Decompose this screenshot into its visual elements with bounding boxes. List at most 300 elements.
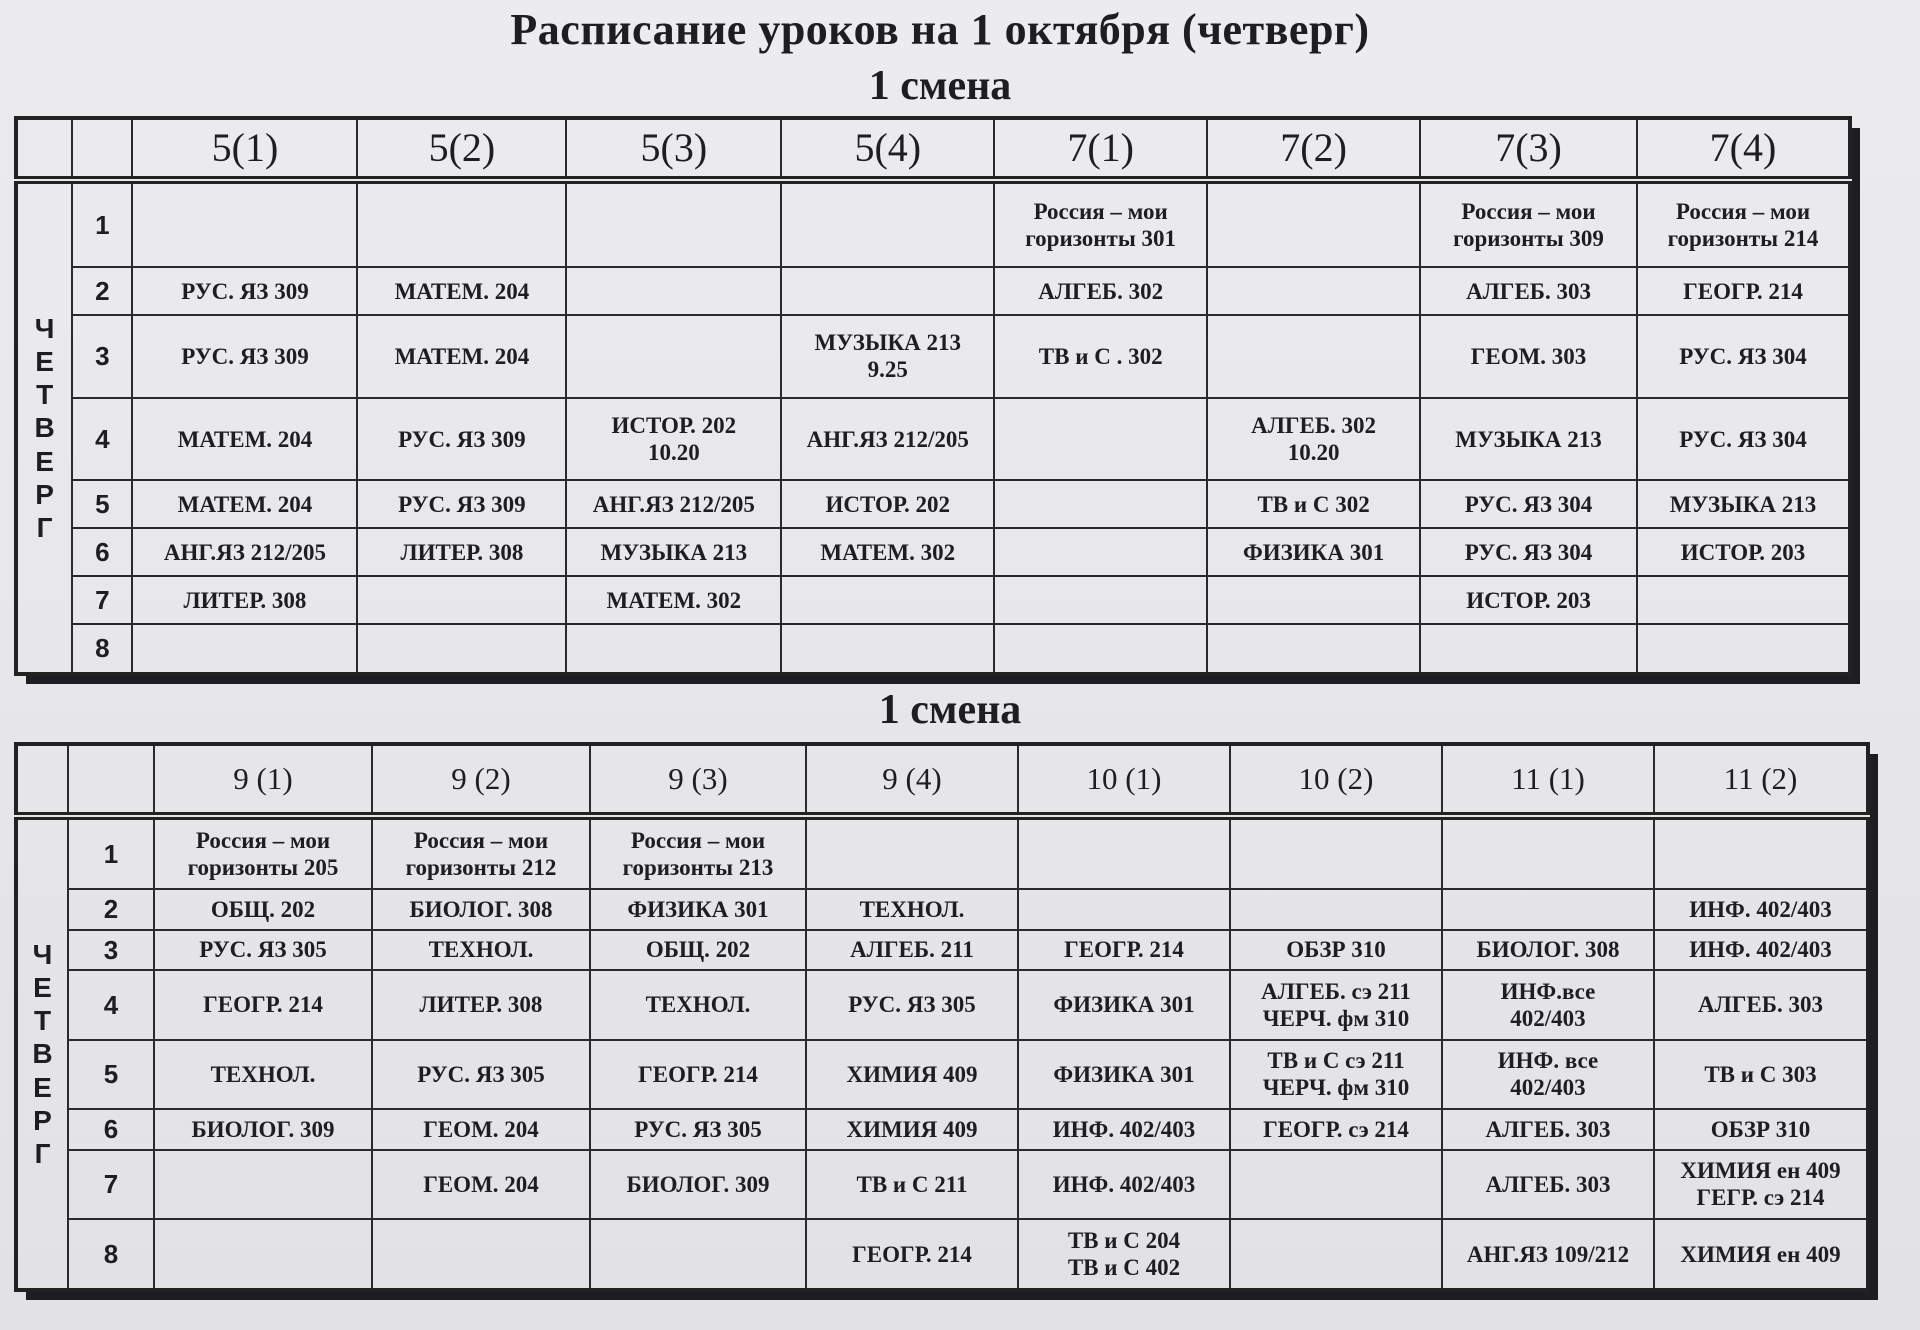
lesson-cell — [566, 315, 781, 398]
day-letter: Е — [35, 445, 54, 477]
lesson-number: 2 — [72, 267, 132, 315]
lesson-text: БИОЛОГ. 308 — [409, 896, 553, 922]
lesson-cell — [1654, 1109, 1868, 1149]
lesson-cell — [372, 930, 590, 970]
lesson-cell — [372, 1150, 590, 1220]
class-header: 9 (4) — [806, 744, 1018, 816]
lesson-number: 3 — [68, 930, 154, 970]
lesson-text: горизонты 213 — [622, 855, 774, 881]
lesson-cell — [994, 267, 1207, 315]
lesson-cell — [154, 970, 372, 1040]
lesson-text: БИОЛОГ. 309 — [626, 1171, 770, 1197]
lesson-cell — [357, 398, 566, 481]
lesson-row — [16, 1150, 1868, 1220]
lesson-cell — [1654, 930, 1868, 970]
lesson-text: МУЗЫКА 213 — [1455, 426, 1602, 452]
lesson-text: МАТЕМ. 204 — [177, 426, 313, 452]
lesson-cell — [1420, 528, 1637, 576]
lesson-text: Россия – мои — [413, 828, 549, 853]
lesson-text: 10.20 — [1287, 440, 1340, 466]
day-letter: Е — [35, 346, 54, 378]
lesson-text: ИСТОР. 203 — [1680, 539, 1806, 565]
lesson-cell — [154, 889, 372, 929]
lesson-cell — [1230, 930, 1442, 970]
day-letter: Г — [36, 511, 53, 543]
lesson-cell — [806, 1150, 1018, 1220]
lesson-cell — [590, 889, 806, 929]
lesson-cell — [566, 180, 781, 267]
lesson-cell — [590, 1219, 806, 1290]
lesson-cell — [781, 624, 994, 674]
lesson-row — [16, 398, 1850, 481]
lesson-cell — [1654, 816, 1868, 889]
lesson-row — [16, 930, 1868, 970]
lesson-text: РУС. ЯЗ 304 — [1464, 539, 1593, 565]
lesson-row — [16, 528, 1850, 576]
lesson-text: ТВ и С 302 — [1257, 491, 1370, 517]
lesson-text: ИНФ. 402/403 — [1052, 1116, 1196, 1142]
lesson-cell — [372, 1109, 590, 1149]
lesson-text: ТЕХНОЛ. — [859, 896, 965, 922]
lesson-cell — [1442, 1109, 1654, 1149]
lesson-text: ЛИТЕР. 308 — [183, 587, 307, 613]
day-of-week-label — [16, 180, 72, 674]
lesson-cell — [994, 480, 1207, 528]
lesson-text: 402/403 — [1510, 1075, 1586, 1101]
lesson-text: ГЕОМ. 204 — [423, 1171, 539, 1197]
lesson-text: ХИМИЯ ен 409 — [1680, 1158, 1841, 1184]
lesson-cell — [357, 267, 566, 315]
lesson-text: 9.25 — [867, 357, 908, 383]
lesson-text: РУС. ЯЗ 309 — [398, 426, 526, 452]
lesson-cell — [806, 1219, 1018, 1290]
lesson-cell — [1207, 576, 1420, 624]
lesson-cell — [994, 180, 1207, 267]
lesson-text: ГЕОГР. 214 — [203, 992, 323, 1018]
lesson-text: горизонты 301 — [1025, 226, 1177, 252]
lesson-text: МУЗЫКА 213 — [600, 539, 748, 565]
lesson-cell — [1018, 930, 1230, 970]
lesson-text: АЛГЕБ. 302 — [1251, 412, 1377, 438]
lesson-cell — [566, 528, 781, 576]
lesson-cell — [806, 889, 1018, 929]
lesson-cell — [1637, 267, 1850, 315]
lesson-text: ГЕОГР. 214 — [1683, 278, 1803, 304]
lesson-row — [16, 315, 1850, 398]
lesson-cell — [357, 528, 566, 576]
lesson-text: ТВ и С 402 — [1067, 1255, 1181, 1281]
lesson-text: ХИМИЯ 409 — [846, 1116, 978, 1142]
lesson-text: МАТЕМ. 204 — [177, 491, 313, 517]
lesson-cell — [806, 1040, 1018, 1110]
lesson-row — [16, 576, 1850, 624]
lesson-text: ТВ и С 204 — [1067, 1227, 1181, 1253]
lesson-text: ХИМИЯ ен 409 — [1680, 1241, 1841, 1267]
lesson-cell — [132, 267, 357, 315]
lesson-cell — [1637, 528, 1850, 576]
lesson-cell — [994, 528, 1207, 576]
lesson-row — [16, 970, 1868, 1040]
lesson-cell — [1654, 1040, 1868, 1110]
lesson-cell — [994, 315, 1207, 398]
lesson-text: АЛГЕБ. 303 — [1466, 278, 1591, 304]
lesson-cell — [1018, 1040, 1230, 1110]
lesson-text: ФИЗИКА 301 — [1053, 1061, 1195, 1087]
lesson-text: ТВ и С . 302 — [1038, 343, 1163, 369]
lesson-cell — [1420, 480, 1637, 528]
lesson-text: Россия – мои — [1461, 198, 1596, 224]
lesson-text: РУС. ЯЗ 304 — [1679, 426, 1807, 452]
lesson-cell — [357, 315, 566, 398]
lesson-cell — [1207, 528, 1420, 576]
class-header: 11 (2) — [1654, 744, 1868, 816]
lesson-text: ТЕХНОЛ. — [428, 937, 534, 963]
lesson-cell — [1420, 624, 1637, 674]
lesson-cell — [132, 480, 357, 528]
lesson-cell — [372, 970, 590, 1040]
day-letter: Ч — [32, 939, 53, 971]
lesson-cell — [154, 1109, 372, 1149]
lesson-text: ИНФ. 402/403 — [1052, 1171, 1196, 1197]
lesson-cell — [590, 930, 806, 970]
lesson-text: БИОЛОГ. 308 — [1476, 937, 1620, 963]
lesson-text: ГЕОГР. 214 — [852, 1241, 972, 1267]
lesson-text: РУС. ЯЗ 304 — [1464, 491, 1593, 517]
lesson-text: МУЗЫКА 213 — [814, 330, 962, 356]
lesson-number: 5 — [72, 480, 132, 528]
lesson-cell — [1018, 816, 1230, 889]
lesson-text: ТЕХНОЛ. — [645, 992, 751, 1018]
lesson-text: ГЕОМ. 204 — [423, 1116, 539, 1142]
class-header: 5(2) — [357, 118, 566, 180]
lesson-text: 10.20 — [647, 440, 700, 466]
lesson-number: 8 — [68, 1219, 154, 1290]
lesson-cell — [994, 624, 1207, 674]
day-letter: Е — [33, 1071, 52, 1103]
lesson-text: горизонты 214 — [1667, 226, 1819, 252]
lesson-cell — [781, 576, 994, 624]
lesson-cell — [781, 528, 994, 576]
page-title: Расписание уроков на 1 октября (четверг) — [510, 5, 1370, 54]
lesson-cell — [1654, 1219, 1868, 1290]
lesson-text: ЛИТЕР. 308 — [400, 539, 524, 565]
lesson-cell — [372, 816, 590, 889]
lesson-text: горизонты 205 — [187, 855, 339, 881]
lesson-text: МУЗЫКА 213 — [1669, 491, 1817, 517]
class-header: 7(3) — [1420, 118, 1637, 180]
lesson-cell — [1207, 480, 1420, 528]
lesson-text: ЧЕРЧ. фм 310 — [1262, 1075, 1410, 1101]
lesson-cell — [1207, 267, 1420, 315]
lesson-text: МАТЕМ. 204 — [394, 343, 530, 369]
lesson-text: РУС. ЯЗ 305 — [417, 1061, 545, 1087]
lesson-text: АНГ.ЯЗ 109/212 — [1466, 1241, 1630, 1267]
lesson-cell — [1442, 1150, 1654, 1220]
lesson-cell — [806, 930, 1018, 970]
lesson-text: ОБЩ. 202 — [210, 896, 316, 922]
lesson-text: горизонты 309 — [1453, 226, 1604, 252]
lesson-text: ТВ и С 211 — [856, 1171, 968, 1197]
shift-heading-1: 1 смена — [868, 63, 1012, 109]
lesson-cell — [357, 180, 566, 267]
class-header: 9 (2) — [372, 744, 590, 816]
lesson-text: РУС. ЯЗ 305 — [848, 992, 976, 1018]
class-header: 7(2) — [1207, 118, 1420, 180]
lesson-text: АЛГЕБ. сэ 211 — [1261, 978, 1411, 1004]
lesson-row — [16, 1109, 1868, 1149]
lesson-cell — [781, 398, 994, 481]
lesson-number: 1 — [68, 816, 154, 889]
lesson-text: МАТЕМ. 302 — [606, 587, 742, 613]
lesson-text: МАТЕМ. 302 — [820, 539, 956, 565]
lesson-text: АНГ.ЯЗ 212/205 — [163, 539, 327, 565]
lesson-text: АЛГЕБ. 303 — [1485, 1116, 1611, 1142]
lesson-row — [16, 1219, 1868, 1290]
lesson-cell — [132, 398, 357, 481]
lesson-cell — [994, 398, 1207, 481]
lesson-cell — [806, 1109, 1018, 1149]
lesson-cell — [1230, 1040, 1442, 1110]
lesson-text: ФИЗИКА 301 — [627, 896, 769, 922]
lesson-cell — [1230, 1109, 1442, 1149]
lesson-cell — [590, 1109, 806, 1149]
lesson-text: ИСТОР. 203 — [1466, 587, 1591, 613]
shift-heading-2: 1 смена — [878, 687, 1022, 733]
lesson-text: АЛГЕБ. 303 — [1485, 1171, 1611, 1197]
lesson-cell — [590, 1040, 806, 1110]
lesson-cell — [357, 480, 566, 528]
lesson-cell — [1420, 576, 1637, 624]
lesson-text: РУС. ЯЗ 309 — [181, 278, 309, 304]
lesson-cell — [590, 970, 806, 1040]
lesson-cell — [1420, 315, 1637, 398]
day-letter: Р — [35, 478, 54, 510]
lesson-cell — [154, 930, 372, 970]
class-header-row — [16, 744, 1868, 816]
lesson-row — [16, 1040, 1868, 1110]
lesson-cell — [1207, 624, 1420, 674]
day-letter: Г — [34, 1137, 51, 1169]
lesson-cell — [1018, 1150, 1230, 1220]
lesson-number: 5 — [68, 1040, 154, 1110]
lesson-text: ЧЕРЧ. фм 310 — [1262, 1005, 1410, 1031]
lesson-text: Россия – мои — [1033, 198, 1168, 224]
lesson-text: Россия – мои — [195, 828, 331, 853]
lesson-number: 2 — [68, 889, 154, 929]
lesson-text: ФИЗИКА 301 — [1053, 992, 1195, 1018]
schedule-table-grades-9-11 — [14, 742, 1870, 1292]
day-letter: Т — [33, 1005, 52, 1037]
lesson-cell — [1654, 1150, 1868, 1220]
lesson-cell — [566, 267, 781, 315]
lesson-text: ИНФ. 402/403 — [1689, 896, 1832, 922]
lesson-number: 7 — [72, 576, 132, 624]
lesson-cell — [372, 889, 590, 929]
lesson-cell — [1230, 889, 1442, 929]
lesson-cell — [154, 1219, 372, 1290]
class-header: 5(4) — [781, 118, 994, 180]
lesson-cell — [1230, 1219, 1442, 1290]
lesson-number-header — [68, 744, 154, 816]
lesson-text: Россия – мои — [630, 828, 766, 853]
lesson-cell — [994, 576, 1207, 624]
lesson-text: ИСТОР. 202 — [611, 412, 737, 438]
lesson-text: ЛИТЕР. 308 — [419, 992, 543, 1018]
lesson-row — [16, 889, 1868, 929]
corner-cell — [16, 744, 68, 816]
lesson-cell — [781, 480, 994, 528]
lesson-text: ИСТОР. 202 — [825, 491, 951, 517]
lesson-cell — [1207, 315, 1420, 398]
lesson-text: Россия – мои — [1675, 198, 1811, 224]
lesson-text: ИНФ.все — [1500, 978, 1596, 1004]
lesson-cell — [132, 528, 357, 576]
lesson-text: ИНФ. 402/403 — [1689, 937, 1832, 963]
lesson-cell — [806, 816, 1018, 889]
class-header: 10 (1) — [1018, 744, 1230, 816]
lesson-cell — [1420, 398, 1637, 481]
lesson-text: АЛГЕБ. 303 — [1698, 992, 1823, 1018]
lesson-row — [16, 480, 1850, 528]
class-header: 7(1) — [994, 118, 1207, 180]
lesson-text: ХИМИЯ 409 — [846, 1061, 978, 1087]
day-letter: Р — [33, 1104, 52, 1136]
day-of-week-label — [16, 816, 68, 1290]
lesson-cell — [781, 180, 994, 267]
lesson-cell — [1018, 889, 1230, 929]
lesson-number: 7 — [68, 1150, 154, 1220]
lesson-text: БИОЛОГ. 309 — [191, 1116, 335, 1142]
lesson-cell — [1442, 889, 1654, 929]
lesson-row — [16, 624, 1850, 674]
class-header: 5(3) — [566, 118, 781, 180]
lesson-cell — [590, 1150, 806, 1220]
lesson-text: АНГ.ЯЗ 212/205 — [592, 491, 755, 517]
lesson-cell — [806, 970, 1018, 1040]
lesson-cell — [1442, 970, 1654, 1040]
class-header: 7(4) — [1637, 118, 1850, 180]
lesson-cell — [1654, 889, 1868, 929]
lesson-cell — [154, 816, 372, 889]
lesson-number: 6 — [72, 528, 132, 576]
lesson-text: РУС. ЯЗ 304 — [1679, 343, 1807, 369]
class-header-row — [16, 118, 1850, 180]
lesson-cell — [1637, 180, 1850, 267]
lesson-cell — [1018, 1109, 1230, 1149]
lesson-cell — [1420, 180, 1637, 267]
lesson-cell — [1637, 398, 1850, 481]
lesson-cell — [1637, 480, 1850, 528]
lesson-cell — [1230, 970, 1442, 1040]
lesson-cell — [357, 576, 566, 624]
lesson-text: РУС. ЯЗ 309 — [398, 491, 526, 517]
lesson-text: ГЕОМ. 303 — [1470, 343, 1587, 369]
lesson-text: горизонты 212 — [405, 855, 557, 881]
lesson-text: РУС. ЯЗ 305 — [634, 1116, 762, 1142]
schedule-table-grades-5-7 — [14, 116, 1852, 676]
lesson-cell — [566, 576, 781, 624]
lesson-cell — [566, 624, 781, 674]
class-header: 11 (1) — [1442, 744, 1654, 816]
lesson-text: ТВ и С 303 — [1704, 1061, 1817, 1087]
lesson-text: РУС. ЯЗ 305 — [199, 937, 327, 963]
lesson-cell — [1018, 1219, 1230, 1290]
lesson-text: ГЕОГР. 214 — [638, 1061, 758, 1087]
lesson-cell — [1207, 398, 1420, 481]
day-letter: Т — [36, 379, 54, 411]
lesson-text: ОБЗР 310 — [1286, 937, 1386, 963]
lesson-text: ОБЗР 310 — [1710, 1116, 1811, 1142]
lesson-text: ГЕОГР. 214 — [1064, 937, 1184, 963]
lesson-text: АЛГЕБ. 211 — [850, 937, 974, 963]
day-letter: В — [34, 412, 55, 444]
lesson-number: 4 — [68, 970, 154, 1040]
class-header: 5(1) — [132, 118, 357, 180]
lesson-cell — [1442, 816, 1654, 889]
corner-cell — [16, 118, 72, 180]
lessons-body — [16, 816, 1868, 1290]
lesson-text: РУС. ЯЗ 309 — [181, 343, 309, 369]
lesson-text: ГЕГР. сэ 214 — [1696, 1185, 1825, 1211]
lesson-number: 6 — [68, 1109, 154, 1149]
lesson-cell — [1420, 267, 1637, 315]
class-header: 9 (3) — [590, 744, 806, 816]
class-header: 10 (2) — [1230, 744, 1442, 816]
lesson-text: МАТЕМ. 204 — [394, 278, 530, 304]
day-letter: Ч — [34, 313, 55, 345]
lesson-cell — [1637, 315, 1850, 398]
lesson-cell — [154, 1040, 372, 1110]
lesson-cell — [1207, 180, 1420, 267]
lesson-cell — [1442, 1040, 1654, 1110]
lesson-cell — [357, 624, 566, 674]
lesson-cell — [372, 1040, 590, 1110]
lesson-text: ТЕХНОЛ. — [210, 1061, 316, 1087]
lesson-cell — [1018, 970, 1230, 1040]
lesson-cell — [781, 267, 994, 315]
lesson-number: 3 — [72, 315, 132, 398]
lesson-number: 4 — [72, 398, 132, 481]
lesson-number: 1 — [72, 180, 132, 267]
lesson-cell — [132, 576, 357, 624]
lesson-row — [16, 267, 1850, 315]
lesson-row — [16, 816, 1868, 889]
lesson-cell — [1230, 816, 1442, 889]
lesson-cell — [1442, 1219, 1654, 1290]
lesson-cell — [1637, 576, 1850, 624]
lesson-number-header — [72, 118, 132, 180]
lesson-cell — [1442, 930, 1654, 970]
lesson-cell — [132, 624, 357, 674]
lesson-cell — [1637, 624, 1850, 674]
day-letter: Е — [33, 972, 52, 1004]
lesson-text: ОБЩ. 202 — [645, 937, 751, 963]
lesson-text: АЛГЕБ. 302 — [1038, 278, 1164, 304]
lesson-cell — [566, 398, 781, 481]
lesson-cell — [132, 315, 357, 398]
lesson-cell — [132, 180, 357, 267]
lesson-cell — [1654, 970, 1868, 1040]
lesson-cell — [372, 1219, 590, 1290]
lesson-text: 402/403 — [1510, 1005, 1586, 1031]
lesson-cell — [566, 480, 781, 528]
lesson-text: ТВ и С сэ 211 — [1267, 1048, 1405, 1074]
lesson-text: АНГ.ЯЗ 212/205 — [806, 426, 969, 452]
lesson-text: ФИЗИКА 301 — [1242, 539, 1385, 565]
lesson-text: ГЕОГР. сэ 214 — [1263, 1116, 1409, 1142]
lesson-cell — [590, 816, 806, 889]
class-header: 9 (1) — [154, 744, 372, 816]
